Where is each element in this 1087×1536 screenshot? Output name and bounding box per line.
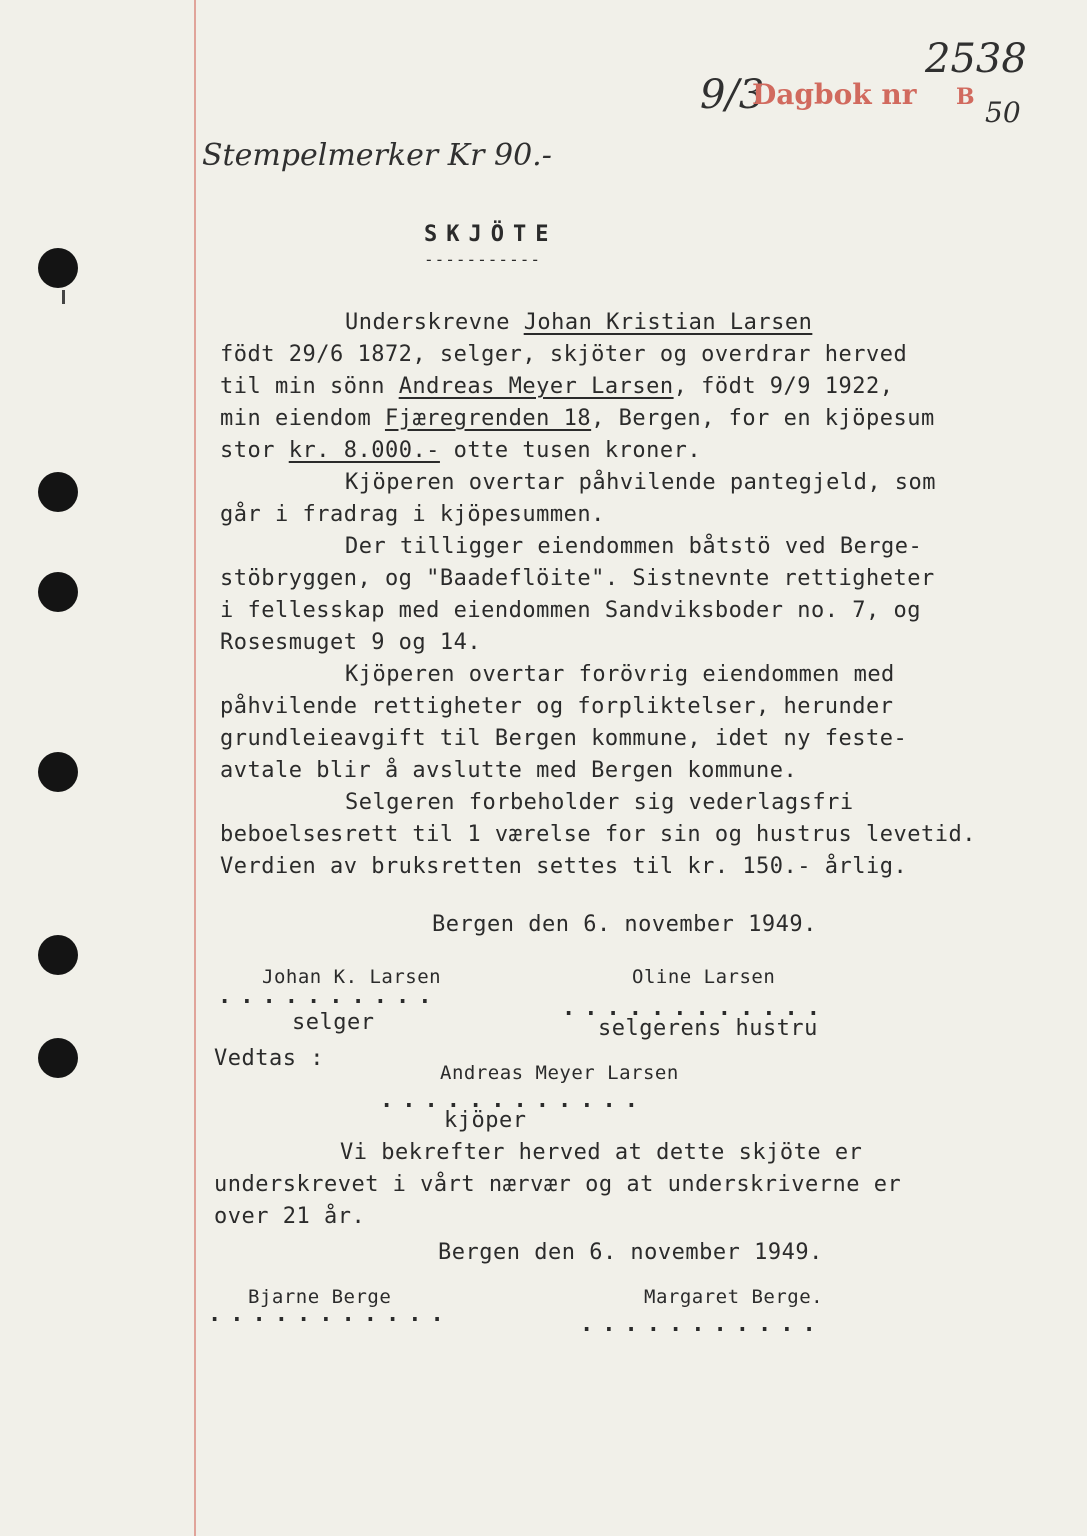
punch-hole bbox=[38, 752, 78, 792]
stamp-duty-note: Stempelmerker Kr 90.- bbox=[202, 138, 552, 173]
witness-line: over 21 år. bbox=[214, 1204, 366, 1229]
body-line: födt 29/6 1872, selger, skjöter og overdrar herved bbox=[220, 342, 908, 367]
witness-2-name: Margaret Berge. bbox=[644, 1286, 824, 1308]
seller-signature-dots: .......... bbox=[218, 984, 441, 1009]
body-line: stor kr. 8.000.- otte tusen kroner. bbox=[220, 438, 702, 463]
title-underline: ----------- bbox=[424, 250, 541, 269]
body-line: min eiendom Fjæregrenden 18, Bergen, for en kjöpesum bbox=[220, 406, 935, 431]
document-title: SKJÖTE bbox=[424, 222, 558, 247]
stamp-year: 50 bbox=[985, 96, 1021, 129]
body-line: i fellesskap med eiendommen Sandviksboder no. 7, og bbox=[220, 598, 922, 623]
punch-hole bbox=[38, 935, 78, 975]
date-line: Bergen den 6. november 1949. bbox=[432, 912, 817, 937]
witness-2-dots: ........... bbox=[580, 1312, 825, 1337]
buyer-signature-name: Andreas Meyer Larsen bbox=[440, 1062, 679, 1084]
body-line: Verdien av bruksretten settes til kr. 150.- årlig. bbox=[220, 854, 908, 879]
body-line: Der tilligger eiendommen båtstö ved Berge- bbox=[345, 534, 923, 559]
punch-hole bbox=[38, 572, 78, 612]
punch-hole bbox=[38, 472, 78, 512]
wife-role: selgerens hustru bbox=[598, 1016, 818, 1041]
body-line: stöbryggen, og "Baadeflöite". Sistnevnte rettigheter bbox=[220, 566, 935, 591]
body-line: Rosesmuget 9 og 14. bbox=[220, 630, 482, 655]
seller-name: Johan Kristian Larsen bbox=[523, 310, 813, 335]
body-line: påhvilende rettigheter og forpliktelser, herunder bbox=[220, 694, 894, 719]
body-line: Kjöperen overtar påhvilende pantegjeld, som bbox=[345, 470, 937, 495]
punch-hole bbox=[38, 1038, 78, 1078]
stamp-mark: B bbox=[956, 84, 975, 110]
buyer-signature-dots: ............ bbox=[380, 1088, 647, 1113]
paper-mark bbox=[62, 290, 65, 304]
witness-1-name: Bjarne Berge bbox=[248, 1286, 392, 1308]
punch-hole bbox=[38, 248, 78, 288]
body-line: går i fradrag i kjöpesummen. bbox=[220, 502, 605, 527]
buyer-role: kjöper bbox=[444, 1108, 527, 1133]
margin-rule bbox=[194, 0, 196, 1536]
witness-1-dots: ........... bbox=[208, 1302, 453, 1327]
witness-line: Vi bekrefter herved at dette skjöte er bbox=[340, 1140, 863, 1165]
wife-signature-dots: ............ bbox=[562, 996, 829, 1021]
seller-signature-name: Johan K. Larsen bbox=[262, 966, 442, 988]
property-address: Fjæregrenden 18 bbox=[384, 406, 592, 431]
stamp-number: 2538 bbox=[925, 36, 1027, 82]
body-line: Underskrevne Johan Kristian Larsen bbox=[345, 310, 813, 335]
witness-line: underskrevet i vårt nærvær og at underskriverne er bbox=[214, 1172, 902, 1197]
body-line: beboelsesrett til 1 værelse for sin og hustrus levetid. bbox=[220, 822, 976, 847]
vedtas-label: Vedtas : bbox=[214, 1046, 324, 1071]
wife-signature-name: Oline Larsen bbox=[632, 966, 776, 988]
body-line: avtale blir å avslutte med Bergen kommune. bbox=[220, 758, 798, 783]
body-line: grundleieavgift til Bergen kommune, idet ny feste- bbox=[220, 726, 908, 751]
body-line: Kjöperen overtar forövrig eiendommen med bbox=[345, 662, 895, 687]
stamp-label: Dagbok nr bbox=[752, 78, 917, 111]
stamp-date: 9/3 bbox=[700, 72, 765, 118]
buyer-name: Andreas Meyer Larsen bbox=[398, 374, 674, 399]
seller-role: selger bbox=[292, 1010, 375, 1035]
body-line: Selgeren forbeholder sig vederlagsfri bbox=[345, 790, 854, 815]
body-line: til min sönn Andreas Meyer Larsen, födt 9/9 1922, bbox=[220, 374, 894, 399]
purchase-price: kr. 8.000.- bbox=[288, 438, 440, 463]
date-line: Bergen den 6. november 1949. bbox=[438, 1240, 823, 1265]
